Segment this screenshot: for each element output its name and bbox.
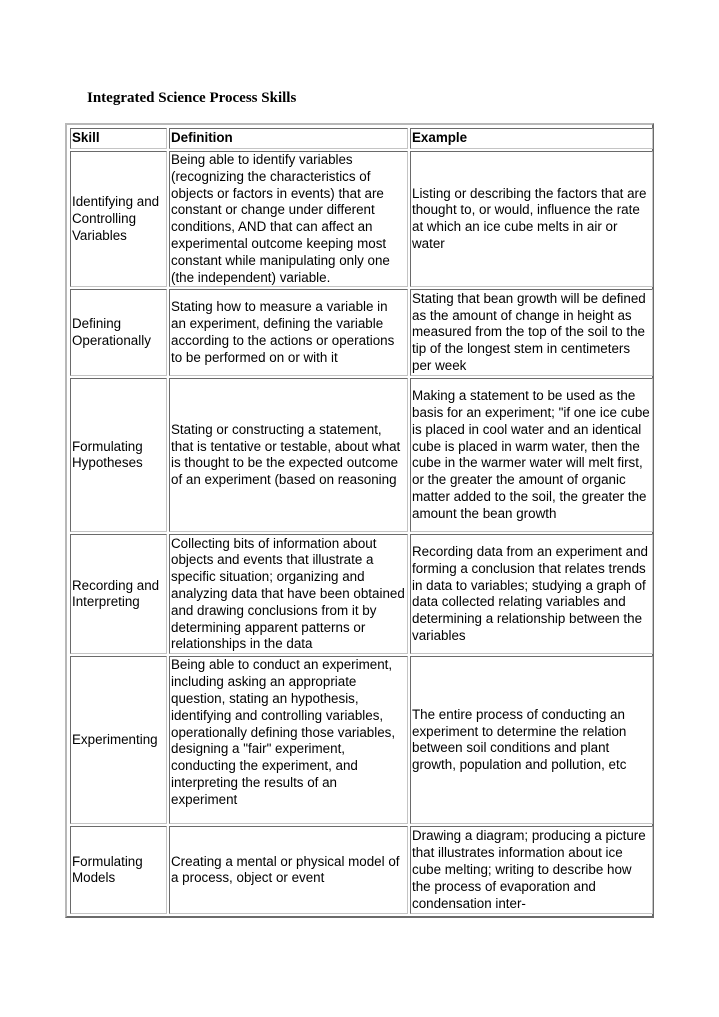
example-cell: Recording data from an experiment and forming a conclusion that relates trends in data to variables; studying a graph of data collected relating variables and determining a relationship between the variables xyxy=(410,534,653,654)
skill-cell: Recording and Interpreting xyxy=(70,534,167,654)
table-row xyxy=(70,378,653,532)
table-row xyxy=(70,656,653,824)
example-cell: Drawing a diagram; producing a picture that illustrates information about ice cube melting; writing to describe how the process of evaporation and condensation inter- xyxy=(410,826,653,914)
skill-cell: Formulating Hypotheses xyxy=(70,378,167,532)
table-row xyxy=(70,534,653,654)
header-definition: Definition xyxy=(169,128,408,149)
definition-cell: Stating how to measure a variable in an experiment, defining the variable according to the actions or operations to be performed on or with it xyxy=(169,289,408,376)
definition-cell: Being able to identify variables (recognizing the characteristics of objects or factors in events) that are constant or change under different conditions, AND that can affect an experimental outcome keeping most constant while manipulating only one (the independent) variable. xyxy=(169,151,408,287)
page-title: Integrated Science Process Skills xyxy=(87,90,297,106)
header-skill: Skill xyxy=(70,128,167,149)
definition-cell: Collecting bits of information about objects and events that illustrate a specific situation; organizing and analyzing data that have been obtained and drawing conclusions from it by determining apparent patterns or relationships in the data xyxy=(169,534,408,654)
example-cell: Listing or describing the factors that are thought to, or would, influence the rate at which an ice cube melts in air or water xyxy=(410,151,653,287)
table-row xyxy=(70,151,653,287)
definition-cell: Being able to conduct an experiment, including asking an appropriate question, stating an hypothesis, identifying and controlling variables, operationally defining those variables, designing a "fair" experiment, conducting the experiment, and interpreting the results of an experiment xyxy=(169,656,408,824)
definition-cell: Creating a mental or physical model of a process, object or event xyxy=(169,826,408,914)
skill-cell: Formulating Models xyxy=(70,826,167,914)
skill-cell: Identifying and Controlling Variables xyxy=(70,151,167,287)
skills-table-frame xyxy=(65,123,654,918)
example-cell: Stating that bean growth will be defined as the amount of change in height as measured from the top of the soil to the tip of the longest stem in centimeters per week xyxy=(410,289,653,376)
skill-cell: Defining Operationally xyxy=(70,289,167,376)
skills-table xyxy=(68,126,655,916)
table-row xyxy=(70,289,653,376)
definition-cell: Stating or constructing a statement, that is tentative or testable, about what is thought to be the expected outcome of an experiment (based on reasoning xyxy=(169,378,408,532)
table-header-row xyxy=(70,128,653,149)
table-row xyxy=(70,826,653,914)
example-cell: Making a statement to be used as the basis for an experiment; "if one ice cube is placed in cool water and an identical cube is placed in warm water, then the cube in the warmer water will melt first, or the greater the amount of organic matter added to the soil, the greater the amount the bean growth xyxy=(410,378,653,532)
skill-cell: Experimenting xyxy=(70,656,167,824)
example-cell: The entire process of conducting an experiment to determine the relation between soil conditions and plant growth, population and pollution, etc xyxy=(410,656,653,824)
header-example: Example xyxy=(410,128,653,149)
